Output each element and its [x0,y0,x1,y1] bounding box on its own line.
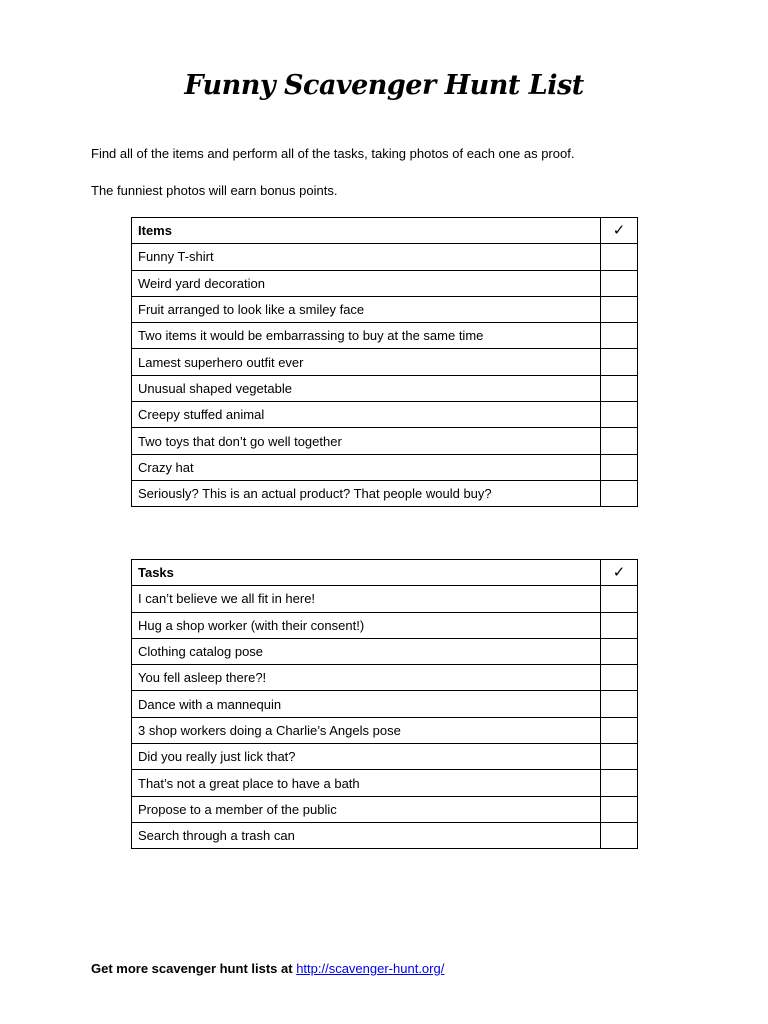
checkmark-icon [601,560,638,586]
table-row [132,770,638,796]
page-title: Funny Scavenger Hunt List [184,70,584,101]
task-checkbox[interactable] [601,691,638,717]
item-checkbox[interactable] [601,480,638,506]
table-row [132,454,638,480]
item-checkbox[interactable] [601,270,638,296]
item-checkbox[interactable] [601,244,638,270]
checkmark-icon [601,218,638,244]
item-label: Unusual shaped vegetable [132,375,601,401]
table-row [132,296,638,322]
footer-text: Get more scavenger hunt lists at [91,961,297,976]
item-label: Seriously? This is an actual product? That people would buy? [132,480,601,506]
item-label: Creepy stuffed animal [132,402,601,428]
item-label: Funny T-shirt [132,244,601,270]
table-row [132,744,638,770]
tasks-header: Tasks [132,560,601,586]
task-label: 3 shop workers doing a Charlie’s Angels pose [132,717,601,743]
intro-line-2: The funniest photos will earn bonus points. [91,183,338,198]
task-label: You fell asleep there?! [132,665,601,691]
item-checkbox[interactable] [601,296,638,322]
item-checkbox[interactable] [601,349,638,375]
footer [91,961,444,976]
item-label: Fruit arranged to look like a smiley face [132,296,601,322]
task-checkbox[interactable] [601,638,638,664]
table-row [132,349,638,375]
table-row [132,691,638,717]
footer-link[interactable]: http://scavenger-hunt.org/ [296,961,445,976]
table-row [132,638,638,664]
task-label: Hug a shop worker (with their consent!) [132,612,601,638]
task-label: That’s not a great place to have a bath [132,770,601,796]
item-checkbox[interactable] [601,375,638,401]
table-row [132,428,638,454]
task-label: Search through a trash can [132,822,601,848]
task-label: Clothing catalog pose [132,638,601,664]
item-checkbox[interactable] [601,454,638,480]
task-label: Propose to a member of the public [132,796,601,822]
table-row [132,796,638,822]
task-checkbox[interactable] [601,770,638,796]
task-checkbox[interactable] [601,586,638,612]
task-label: Dance with a mannequin [132,691,601,717]
task-checkbox[interactable] [601,665,638,691]
item-checkbox[interactable] [601,402,638,428]
task-checkbox[interactable] [601,612,638,638]
table-row [132,665,638,691]
item-label: Crazy hat [132,454,601,480]
intro-line-1: Find all of the items and perform all of the tasks, taking photos of each one as proof. [91,146,575,161]
tasks-table [131,559,638,849]
task-checkbox[interactable] [601,744,638,770]
task-label: Did you really just lick that? [132,744,601,770]
table-row [132,375,638,401]
task-checkbox[interactable] [601,717,638,743]
table-row [132,244,638,270]
item-label: Two items it would be embarrassing to buy at the same time [132,323,601,349]
table-row [132,717,638,743]
item-checkbox[interactable] [601,428,638,454]
item-label: Weird yard decoration [132,270,601,296]
table-row [132,270,638,296]
table-row [132,402,638,428]
task-checkbox[interactable] [601,796,638,822]
table-row [132,612,638,638]
table-row [132,323,638,349]
items-header: Items [132,218,601,244]
table-row [132,822,638,848]
table-row [132,586,638,612]
item-label: Two toys that don’t go well together [132,428,601,454]
item-checkbox[interactable] [601,323,638,349]
items-table [131,217,638,507]
item-label: Lamest superhero outfit ever [132,349,601,375]
task-checkbox[interactable] [601,822,638,848]
items-check-symbol: ✓ [612,222,626,240]
table-row [132,480,638,506]
items-header-row [132,218,638,244]
tasks-check-symbol: ✓ [612,564,626,582]
task-label: I can’t believe we all fit in here! [132,586,601,612]
tasks-header-row [132,560,638,586]
